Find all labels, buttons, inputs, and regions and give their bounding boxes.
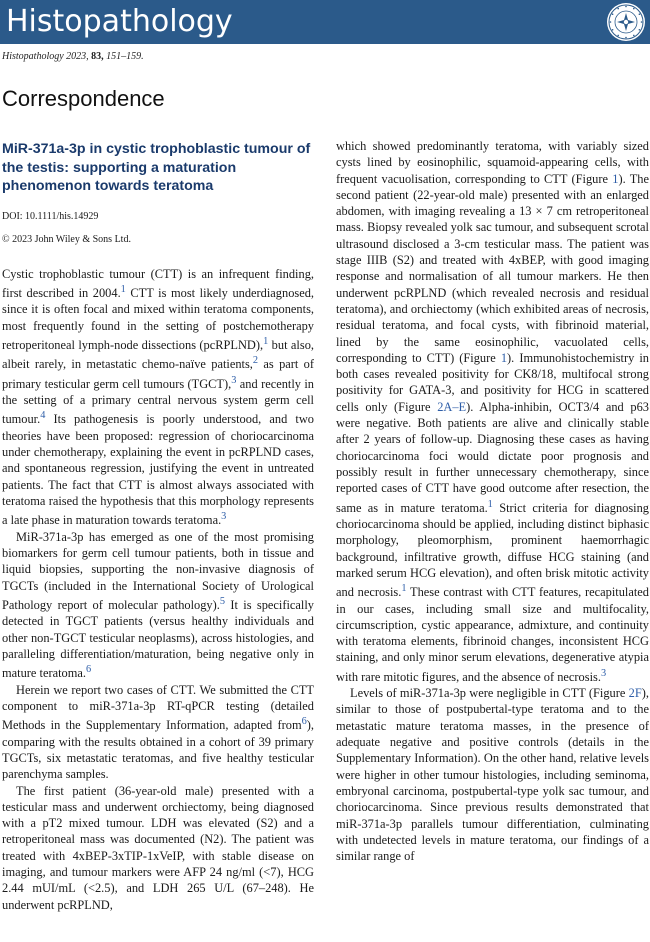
figure-reference-link[interactable]: 2F — [628, 686, 642, 701]
text-run: Cystic trophoblastic tumour (CTT) is an infrequent finding, first described in 2004. — [2, 266, 314, 300]
article-title: MiR-371a-3p in cystic trophoblastic tumour of the testis: supporting a maturation phenomenon towards teratoma — [2, 141, 311, 194]
text-run: ), similar to those of postpubertal-type teratoma and to the metastatic mature teratoma masses, in the presence of adequate negative and positive controls (details in the Supplementary Information). On the other hand, relative levels were higher in other tumour histologies, including seminoma, embryonal carcinoma, postpubertal-type yolk sac tumour, and choriocarcinoma. Since previous results demonstrated that miR-371a-3p parallels tumour differentiation, culminating with undetected levels in mature teratoma, our findings of a similar range of — [336, 686, 649, 864]
citation-journal: Histopathology — [2, 51, 64, 62]
article-copyright: © 2023 John Wiley & Sons Ltd. — [2, 233, 131, 245]
citation-reference-link[interactable]: 1 — [120, 283, 126, 295]
citation-year: 2023, — [66, 51, 89, 62]
figure-reference-link[interactable]: 2A–E — [437, 399, 467, 414]
paragraph-2 — [2, 529, 314, 682]
article-doi: DOI: 10.1111/his.14929 — [2, 210, 99, 222]
citation-reference-link[interactable]: 6 — [85, 664, 92, 676]
text-run: Levels of miR-371a-3p were negligible in CTT (Figure — [350, 686, 629, 701]
right-column — [336, 138, 649, 864]
text-run: These contrast with CTT features, recapitulated in our cases, including small size and multifocality, circumscription, cystic appearance, admixture, and continuity with teratoma elements, fibrinoid changes, inconsistent HCG staining, and only minor serum elevations, degenerative atypia with rare mitotic figures, and the absence of necrosis. — [336, 585, 649, 684]
text-run: ), comparing with the results obtained in a cohort of 39 primary TGCTs, six metastatic teratomas, and five healthy testicular parenchyma samples. — [2, 718, 314, 782]
citation-volume: 83, — [91, 51, 104, 62]
paragraph-3 — [2, 682, 314, 783]
text-run: MiR-371a-3p has emerged as one of the most promising biomarkers for germ cell tumour patients, both in tissue and liquid biopsies, supporting the non-invasive diagnosis of TGCTs (included in the International Society of Urological Pathology report of molecular pathology). — [2, 529, 314, 613]
left-column — [2, 140, 314, 913]
text-run: Herein we report two cases of CTT. We submitted the CTT component to miR-371a-3p RT-qPCR testing (detailed Methods in the Supplementary Information, adapted from — [2, 682, 314, 733]
text-run: as part of primary testicular germ cell tumours (TGCT), — [2, 357, 315, 391]
citation-reference-link[interactable]: 3 — [600, 667, 607, 679]
paragraph-5 — [336, 138, 649, 685]
text-run: Strict criteria for diagnosing choriocarcinoma should be applied, including distinct biphasic morphology, pleomorphism, prominent haemorrhagic background, infiltrative growth, diffuse HCG staining (and marked serum HCG elevation), and often brisk mitotic activity and necrosis. — [336, 500, 649, 600]
citation-reference-link[interactable]: 4 — [40, 410, 46, 422]
section-title: Correspondence — [2, 86, 165, 111]
text-run: The first patient (36-year-old male) presented with a testicular mass and underwent orchiectomy, being diagnosed with a pT2 mixed tumour. LDH was elevated (S2) and a retroperitoneal mass was documented (N2). The patient was treated with 4xBEP-3xTIP-1xVeIP, with stable disease on imaging, and tumour markers were AFP 24 ng/ml (<7), HCG 2.44 mUI/mL (<2.5), and LDH 265 U/L (67–248). He underwent pcRPLND, — [2, 783, 314, 912]
text-run: ). Immunohistochemistry in both cases revealed positivity for CK8/18, multifocal strong positivity for GATA-3, and positivity for HCG in scattered cells only (Figure — [336, 350, 649, 414]
text-run: which showed predominantly teratoma, with variably sized cysts lined by eosinophilic, squamoid-appearing cells, with frequent vacuolisation, corresponding to CTT (Figure — [336, 139, 649, 186]
citation-reference-link[interactable]: 1 — [401, 583, 407, 595]
figure-reference-link[interactable]: 1 — [612, 171, 619, 186]
text-run: and recently in the setting of a primary central nervous system germ cell tumour. — [2, 376, 314, 427]
text-run: but also, albeit rarely, in metastatic chemo-naïve patients, — [2, 337, 314, 372]
citation-reference-link[interactable]: 5 — [219, 595, 226, 607]
journal-title: Histopathology — [6, 4, 233, 39]
citation-reference-link[interactable]: 6 — [301, 716, 307, 728]
paragraph-1 — [2, 266, 314, 529]
citation-reference-link[interactable]: 2 — [252, 355, 259, 367]
paragraph-6 — [336, 685, 649, 864]
text-run: CTT is most likely underdiagnosed, since it is often focal and mixed within teratoma components, most frequently found in the setting of postchemotherapy retroperitoneal lymph-node dissections (pcRPLND), — [2, 285, 315, 352]
citation-line — [2, 51, 144, 62]
text-run: ). Alpha-inhibin, OCT3/4 and p63 were negative. Both patients are alive and clinically stable after 2 years of follow-up. Diagnosing these cases as having choriocarcinoma foci would dictate poor prognosis and possibly result in further unnecessary chemotherapy, since reported cases of CTT have good outcome after resection, the same as in mature teratoma. — [336, 399, 649, 515]
figure-reference-link[interactable]: 1 — [500, 350, 508, 365]
text-run: It is specifically detected in TGCT patients (versus healthy individuals and other non-TGCT testicular neoplasms), across histologies, and paralleling differentiation/maturation, being negative only in mature teratoma. — [2, 598, 315, 681]
journal-banner — [0, 0, 650, 44]
paragraph-4 — [2, 783, 314, 913]
text-run: Its pathogenesis is poorly understood, and two theories have been proposed: regression of choriocarcinoma under chemotherapy, explaining the event in pcRPLND cases, and spontaneous regression, justifying the event in untreated patients. The fact that CTT is almost always associated with teratoma raised the hypothesis that this morphology represents a late phase in maturation towards teratoma. — [2, 412, 314, 528]
citation-reference-link[interactable]: 1 — [263, 335, 269, 347]
text-run: ). The second patient (22-year-old male) presented with an enlarged abdomen, with imaging revealing a 13 × 7 cm retroperitoneal mass. Biopsy revealed yolk sac tumour, and subsequent scrotal ultrasound disclosed a 3-cm testicular mass. The patient was stage IIIB (S2) and treated with 4xBEP, with good imaging response and normalisation of all tumour markers. He then underwent pcRPLND (which revealed necrosis and residual teratoma), and orchiectomy (which exhibited areas of necrosis, residual teratoma, and focal cysts, with fibrinoid material, lined by the same eosinophilic, vacuolated cells, corresponding to CTT) (Figure — [336, 171, 649, 365]
academy-seal-icon — [606, 2, 646, 42]
citation-reference-link[interactable]: 3 — [221, 511, 227, 523]
citation-reference-link[interactable]: 1 — [487, 498, 493, 510]
citation-reference-link[interactable]: 3 — [231, 374, 237, 386]
citation-pages: 151–159. — [106, 51, 144, 62]
